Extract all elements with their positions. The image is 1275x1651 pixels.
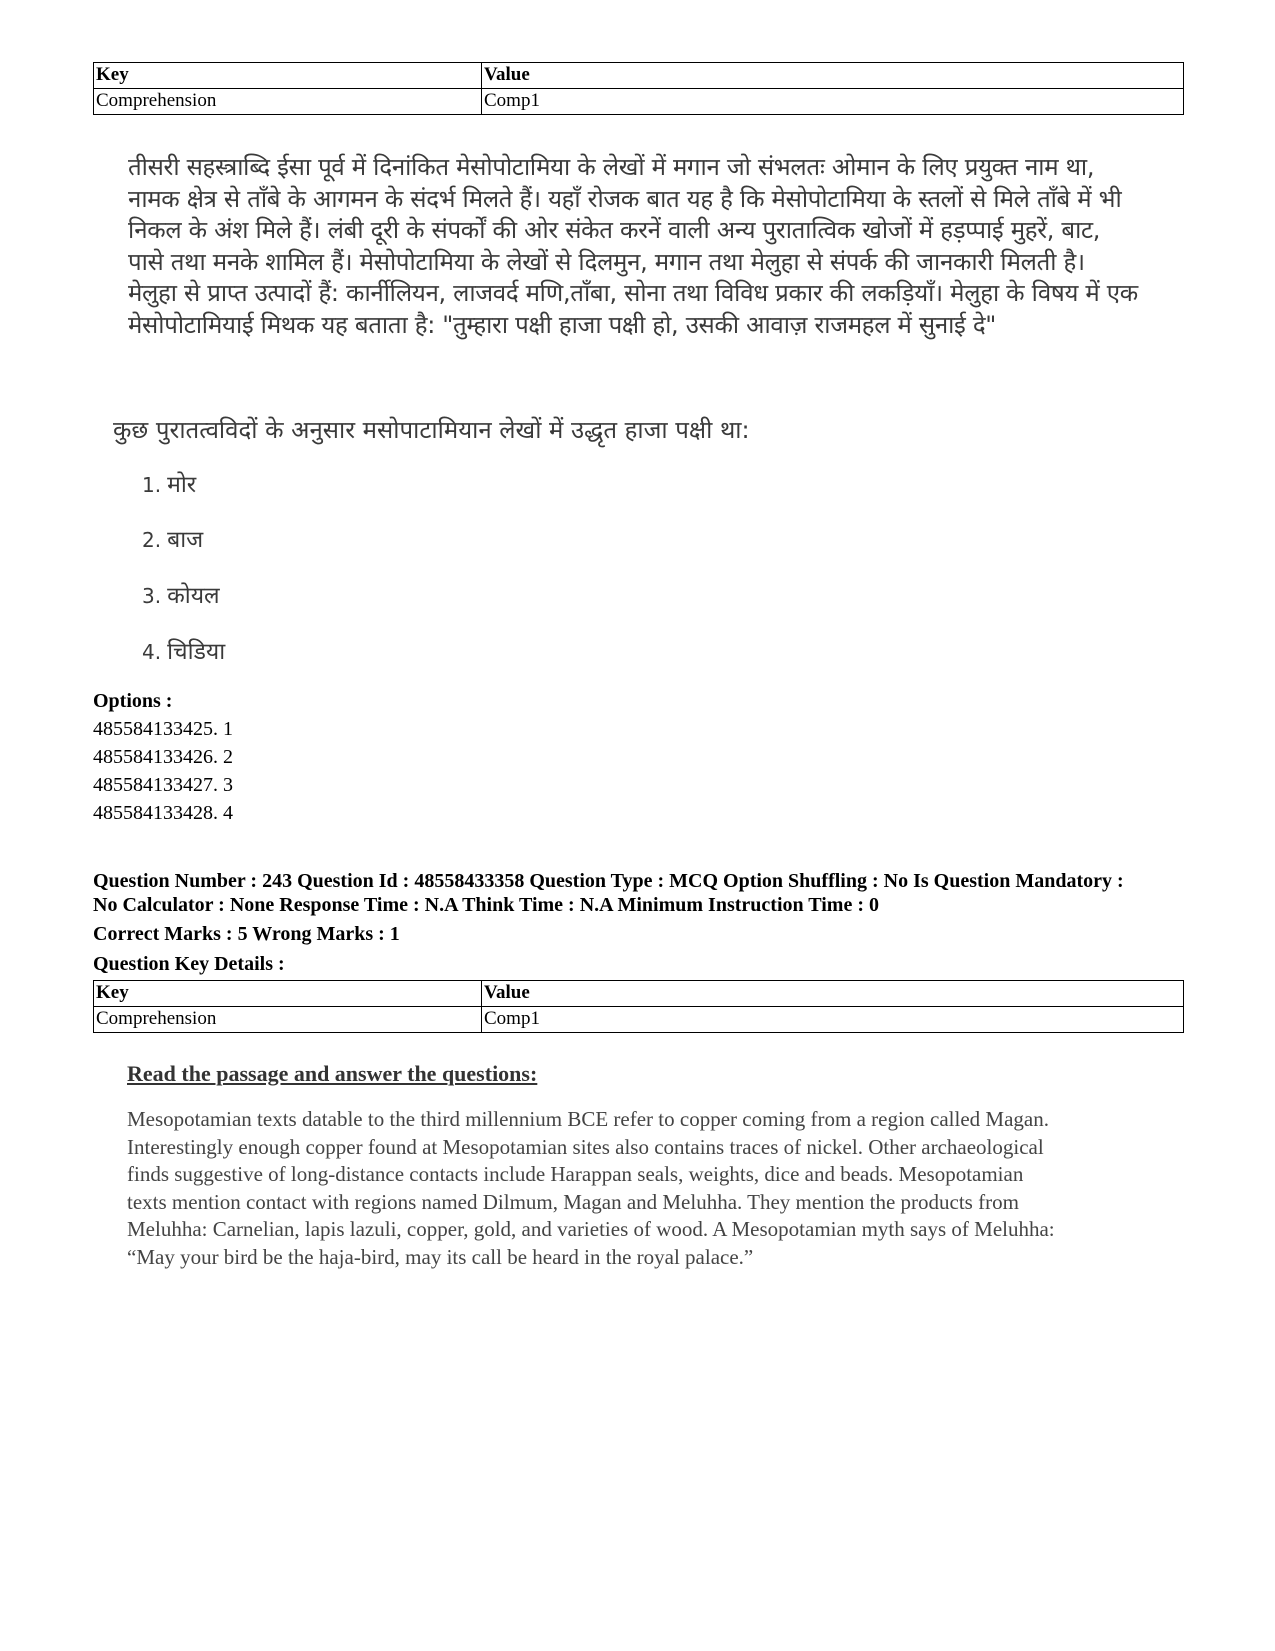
passage-line: मेलुहा से प्राप्त उत्पादों हैं: कार्नीलियन, लाजवर्द मणि,ताँबा, सोना तथा विविध प्रकार की लकड़ियाँ। मेलुहा के विषय में एक: [128, 279, 1138, 307]
passage-line: निकल के अंश मिले हैं। लंबी दूरी के संपर्कों की ओर संकेत करनें वाली अन्य पुरातात्विक खोजों में हड़प्पाई मुहरें, बाट,: [128, 216, 1101, 244]
passage-line: Meluhha: Carnelian, lapis lazuli, copper, gold, and varieties of wood. A Mesopotamian myth says of Meluhha:: [127, 1217, 1055, 1241]
option-text: बाज: [167, 527, 204, 553]
option-text: मोर: [167, 472, 197, 498]
option-number: 2.: [142, 528, 162, 552]
hindi-option: [142, 467, 196, 499]
passage-line: Mesopotamian texts datable to the third millennium BCE refer to copper coming from a region called Magan.: [127, 1107, 1049, 1131]
passage-line: texts mention contact with regions named Dilmum, Magan and Meluhha. They mention the products from: [127, 1189, 1019, 1214]
table-header-row: [94, 981, 1184, 1007]
hindi-option: [142, 522, 203, 554]
table-header-row: [94, 63, 1184, 89]
question-meta-line: No Calculator : None Response Time : N.A Think Time : N.A Minimum Instruction Time : 0: [93, 893, 879, 916]
hindi-option: [142, 578, 220, 610]
option-text: कोयल: [167, 583, 220, 609]
passage-line: पासे तथा मनके शामिल हैं। मेसोपोटामिया के लेखों से दिलमुन, मगान तथा मेलुहा से संपर्क की जानकारी मिलती है।: [128, 247, 1085, 276]
table-header-key: Key: [94, 981, 482, 1007]
english-passage: [127, 1106, 1187, 1271]
english-passage-title: Read the passage and answer the questions:: [127, 1061, 538, 1086]
hindi-question-text: कुछ पुरातत्वविदों के अनुसार मसोपाटामियान लेखों में उद्धृत हाजा पक्षी था:: [113, 416, 750, 444]
option-number: 1.: [142, 473, 162, 497]
table-header-value: Value: [482, 981, 1184, 1007]
passage-line: मेसोपोटामियाई मिथक यह बताता है: "तुम्हारा पक्षी हाजा पक्षी हो, उसकी आवाज़ राजमहल में सुनाई दे": [128, 310, 997, 339]
key-details-label: Question Key Details :: [93, 952, 285, 975]
passage-line: नामक क्षेत्र से ताँबे के आगमन के संदर्भ मिलते हैं। यहाँ रोजक बात यह है कि मेसोपोटामिया के स्तलों से मिले ताँबे में भी: [128, 184, 1122, 213]
table-cell-value: Comp1: [482, 1007, 1184, 1033]
table-cell-value: Comp1: [482, 89, 1184, 115]
option-id-line: 485584133426. 2: [93, 746, 233, 768]
option-number: 4.: [142, 640, 162, 664]
table-header-key: Key: [94, 63, 482, 89]
marks-line: Correct Marks : 5 Wrong Marks : 1: [93, 923, 400, 945]
option-text: चिडिया: [167, 639, 226, 665]
passage-line: “May your bird be the haja-bird, may its call be heard in the royal palace.”: [127, 1244, 754, 1269]
table-row: [94, 1007, 1184, 1033]
passage-line: finds suggestive of long-distance contacts include Harappan seals, weights, dice and beads. Mesopotamian: [127, 1162, 1024, 1186]
option-id-line: 485584133428. 4: [93, 802, 233, 824]
table-cell-key: Comprehension: [94, 1007, 482, 1033]
hindi-passage: [128, 152, 1188, 341]
option-id-line: 485584133425. 1: [93, 718, 233, 740]
table-cell-key: Comprehension: [94, 89, 482, 115]
question-key-table-bottom: [93, 980, 1184, 1033]
option-number: 3.: [142, 584, 162, 608]
question-meta-line: Question Number : 243 Question Id : 48558433358 Question Type : MCQ Option Shuffling : No Is Question Mandatory :: [93, 870, 1124, 892]
passage-line: तीसरी सहस्त्राब्दि ईसा पूर्व में दिनांकित मेसोपोटामिया के लेखों में मगान जो संभलतः ओमान के लिए प्रयुक्त नाम था,: [128, 153, 1095, 181]
table-header-value: Value: [482, 63, 1184, 89]
table-row: [94, 89, 1184, 115]
question-key-table-top: [93, 62, 1184, 115]
passage-line: Interestingly enough copper found at Mesopotamian sites also contains traces of nickel. Other archaeological: [127, 1134, 1044, 1159]
question-meta: [93, 870, 1213, 976]
option-id-line: 485584133427. 3: [93, 774, 233, 796]
hindi-option: [142, 634, 225, 666]
options-label: Options :: [93, 690, 173, 712]
